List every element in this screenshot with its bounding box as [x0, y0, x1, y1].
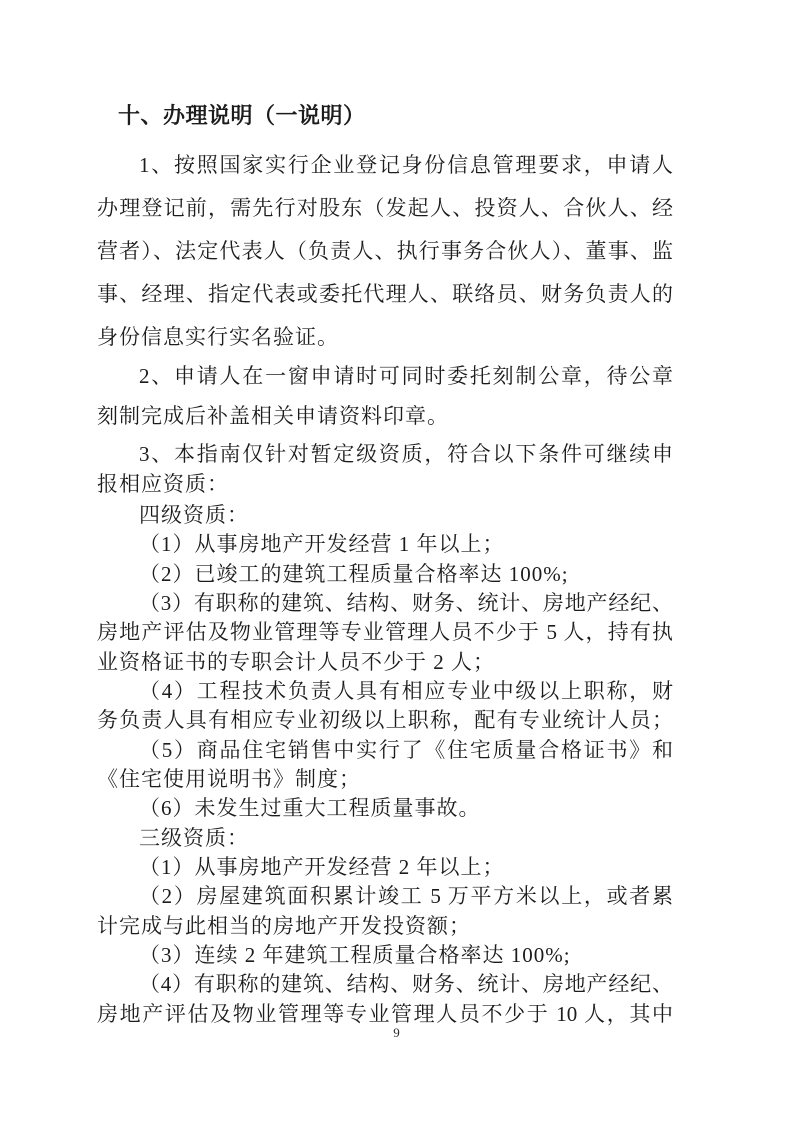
para1-line: 1、按照国家实行企业登记身份信息管理要求，申请人 [139, 153, 673, 177]
para1-line: 事、经理、指定代表或委托代理人、联络员、财务负责人的 [97, 282, 673, 306]
para2-line: 刻制完成后补盖相关申请资料印章。 [97, 404, 449, 428]
para1-line: 身份信息实行实名验证。 [97, 325, 339, 349]
para3-line: 3、本指南仅针对暂定级资质，符合以下条件可继续申 [139, 442, 673, 466]
level3-item: （1）从事房地产开发经营 2 年以上； [139, 855, 505, 879]
level4-item: （1）从事房地产开发经营 1 年以上； [139, 532, 505, 556]
level4-item: 房地产评估及物业管理等专业管理人员不少于 5 人，持有执 [97, 620, 673, 644]
level4-item: （5）商品住宅销售中实行了《住宅质量合格证书》和 [139, 738, 673, 762]
level3-item: 房地产评估及物业管理等专业管理人员不少于 10 人，其中 [97, 1002, 673, 1026]
level3-item: （4）有职称的建筑、结构、财务、统计、房地产经纪、 [139, 972, 673, 996]
para2-line: 2、申请人在一窗申请时可同时委托刻制公章，待公章 [139, 364, 673, 388]
level4-item: （4）工程技术负责人具有相应专业中级以上职称，财 [139, 679, 673, 703]
level3-item: （3）连续 2 年建筑工程质量合格率达 100%; [139, 943, 571, 967]
page-number: 9 [393, 1025, 400, 1040]
section-title-level3: 三级资质： [139, 826, 249, 850]
level4-item: （2）已竣工的建筑工程质量合格率达 100%; [139, 562, 569, 586]
level3-item: 计完成与此相当的房地产开发投资额； [97, 914, 471, 938]
para1-line: 营者）、法定代表人（负责人、执行事务合伙人）、董事、监 [97, 239, 673, 263]
level4-item: 《住宅使用说明书》制度； [97, 767, 361, 791]
document-body [97, 0, 673, 1122]
para3-line: 报相应资质： [97, 472, 229, 496]
level4-item: 业资格证书的专职会计人员不少于 2 人； [97, 650, 495, 674]
para1-line: 办理登记前，需先行对股东（发起人、投资人、合伙人、经 [97, 196, 673, 220]
section-title-level4: 四级资质： [139, 503, 249, 527]
level4-item: （3）有职称的建筑、结构、财务、统计、房地产经纪、 [139, 591, 673, 615]
level4-item: 务负责人具有相应专业初级以上职称，配有专业统计人员； [97, 708, 673, 732]
level4-item: （6）未发生过重大工程质量事故。 [139, 796, 481, 820]
level3-item: （2）房屋建筑面积累计竣工 5 万平方米以上，或者累 [139, 884, 673, 908]
page-title: 十、办理说明（一说明） [118, 103, 366, 128]
